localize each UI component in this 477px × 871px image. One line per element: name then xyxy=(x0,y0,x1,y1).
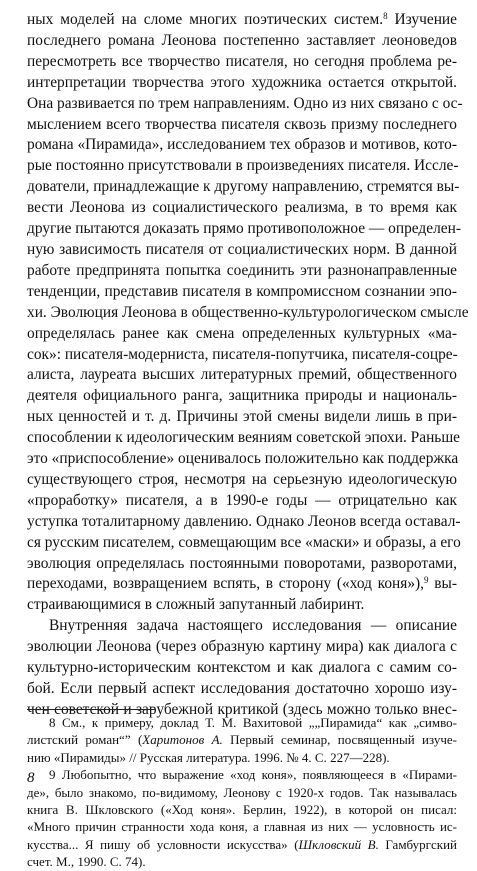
text-line xyxy=(27,512,461,533)
text-line xyxy=(27,407,457,428)
text-line-content: вести Леонова из социалистического реализма, в то время как xyxy=(27,199,457,217)
text-line xyxy=(27,428,461,449)
text-line-content: алиста, лауреата высших литературных премий, общественного xyxy=(27,366,457,384)
text-line xyxy=(27,616,457,637)
text-line-tail: Изучение xyxy=(387,11,458,28)
text-line-content: эволюция определялась постоянными поворотами, разворотами, xyxy=(27,554,457,572)
text-line-content: эволюции Леонова (через образную картину мира) как диалога с xyxy=(27,638,457,656)
text-line xyxy=(27,52,457,73)
footnote-text: листский роман“” ( xyxy=(27,732,143,748)
text-line-content: культурно-историческим контекстом и как диалога с самим со- xyxy=(27,659,457,677)
footnote-text: 9 Любопытно, что выражение «ход коня», появляющееся в «Пирами- xyxy=(49,767,457,783)
text-line xyxy=(27,679,457,700)
text-line xyxy=(27,94,463,115)
text-line xyxy=(27,261,457,282)
text-line-content: бой. Если первый аспект исследования достаточно хорошо изу- xyxy=(27,680,457,697)
page-number: 8 xyxy=(27,770,35,786)
footnote-text: де», было знакомо, по-видимому, Леонову с 1920-х годов. Так называлась xyxy=(27,784,457,800)
text-line-content: интерпретации творчества этого художника остается открытой. xyxy=(27,73,457,91)
footnote-line xyxy=(27,766,457,783)
text-line-content: это «приспособление» оценивалось положительно как поддержка xyxy=(27,450,459,468)
footnote-line xyxy=(27,801,457,818)
footnote xyxy=(27,714,457,766)
footnote-text: 8 См., к примеру, доклад Т. М. Вахитовой „„Пирамида“ как „симво- xyxy=(49,715,457,730)
footnote-text: нию «Пирамиды» // Русская литература. 1996. № 4. С. 227—228). xyxy=(27,749,390,765)
footnote-line xyxy=(27,836,457,853)
text-line xyxy=(27,470,457,491)
text-line-content: чен советской и зарубежной критикой (здесь можно только внес- xyxy=(27,700,457,718)
text-line xyxy=(27,73,457,94)
text-line xyxy=(27,365,457,386)
text-line-content: способлении к идеологическим веяниям советской эпохи. Раньше xyxy=(27,429,461,447)
text-line xyxy=(27,324,457,345)
text-line-content: определялась ранее как смена определенных культурных «ма- xyxy=(27,324,457,342)
text-line xyxy=(27,198,457,219)
text-line-content: деятеля официального ранга, защитника природы и националь- xyxy=(27,387,457,405)
footnote-text: счет. М., 1990. С. 74). xyxy=(27,854,146,870)
footnote-ref: 9 xyxy=(424,575,429,586)
main-text xyxy=(27,10,469,721)
text-line-tail: вы- xyxy=(428,575,457,593)
text-line-content: другие пытаются доказать прямо противоположное — определен- xyxy=(27,220,461,238)
footnote-separator xyxy=(27,709,155,710)
text-line-content: уступка тоталитарному давлению. Однако Леонов всегда оставал- xyxy=(27,512,461,530)
text-line xyxy=(27,595,457,616)
text-line xyxy=(27,533,461,554)
text-line xyxy=(27,574,457,595)
text-line-content: ных моделей на сломе многих поэтических систем. xyxy=(27,11,384,28)
text-line xyxy=(27,637,457,658)
text-line xyxy=(27,282,457,303)
text-line xyxy=(27,156,457,177)
text-line xyxy=(27,303,469,324)
footnote-line xyxy=(27,853,457,870)
text-line-content: хи. Эволюция Леонова в общественно-культурологическом смысле xyxy=(27,303,469,321)
footnote-line xyxy=(27,784,457,801)
text-line-content: ных ценностей и т. д. Причины этой смены видели лишь в при- xyxy=(27,408,457,426)
text-line-content: пересмотреть все творчество писателя, но сегодня проблема ре- xyxy=(27,52,457,70)
text-line xyxy=(27,135,457,156)
text-line xyxy=(27,10,457,31)
footnote-line xyxy=(27,731,457,748)
footnote xyxy=(27,766,457,870)
text-line-content: романа «Пирамида», исследованием тех образов и мотивов, кото- xyxy=(27,136,457,154)
text-line-content: ную зависимость писателя от социалистических норм. В данной xyxy=(27,240,457,258)
text-line xyxy=(27,31,457,52)
text-line-content: сок»: писателя-модерниста, писателя-попутчика, писателя-соцре- xyxy=(27,345,458,363)
footnote-line xyxy=(27,818,457,835)
text-line-content: тенденции, представив писателя в компромиссном сознании эпо- xyxy=(27,282,457,300)
footnote-text: книга В. Шкловского («Ход коня». Берлин, 1922), в которой он писал: xyxy=(27,802,457,818)
text-line-content: работе предпринята попытка соединить эти разнонаправленные xyxy=(27,261,457,279)
text-line xyxy=(27,491,457,512)
text-line xyxy=(27,240,457,261)
text-line xyxy=(27,345,457,366)
text-line-content: дователи, принадлежащие к другому направлению, стремятся вы- xyxy=(27,178,460,196)
footnote-ref: 8 xyxy=(383,11,388,21)
text-line xyxy=(27,658,457,679)
text-line-content: Внутренняя задача настоящего исследования — описание xyxy=(49,617,457,635)
text-line-content: переходами, возвращением вспять, в сторону («ход коня»), xyxy=(27,575,425,593)
footnote-author: Харитонов А. xyxy=(142,732,223,748)
text-line-content: «проработку» писателя, а в 1990-е годы — отрицательно как xyxy=(27,491,457,509)
footnote-text: Гамбургский xyxy=(378,836,458,852)
text-line-content: последнего романа Леонова постепенно заставляет леоноведов xyxy=(27,31,457,49)
text-line-content: Она развивается по трем направлениям. Одно из них связано с ос- xyxy=(27,94,463,112)
footnote-text: Первый семинар, посвященный изуче- xyxy=(222,732,457,748)
footnote-author: Шкловский В. xyxy=(298,836,379,852)
footnote-text: «Много причин странности хода коня, а главная из них — условность ис- xyxy=(27,819,457,835)
text-line-content: мыслением всего творчества писателя сквозь призму последнего xyxy=(27,115,457,133)
text-line xyxy=(27,177,460,198)
text-line xyxy=(27,449,457,470)
page xyxy=(27,10,469,870)
footnote-line xyxy=(27,714,457,731)
text-line xyxy=(27,554,457,575)
footnotes xyxy=(27,714,457,871)
text-line xyxy=(27,386,457,407)
footnote-line xyxy=(27,749,457,766)
text-line-content: существующего строя, несмотря на серьезную идеологическую xyxy=(27,470,457,488)
text-line-content: ся русским писателем, совмещающим все «маски» и образы, а его xyxy=(27,533,461,551)
footnote-text: кусства... Я пишу об условности искусства» ( xyxy=(27,836,299,852)
text-line xyxy=(27,219,461,240)
text-line-content: рые постоянно присутствовали в произведениях писателя. Иссле- xyxy=(27,157,459,175)
text-line xyxy=(27,115,457,136)
text-line-content: страивающимися в сложный запутанный лабиринт. xyxy=(27,596,365,614)
